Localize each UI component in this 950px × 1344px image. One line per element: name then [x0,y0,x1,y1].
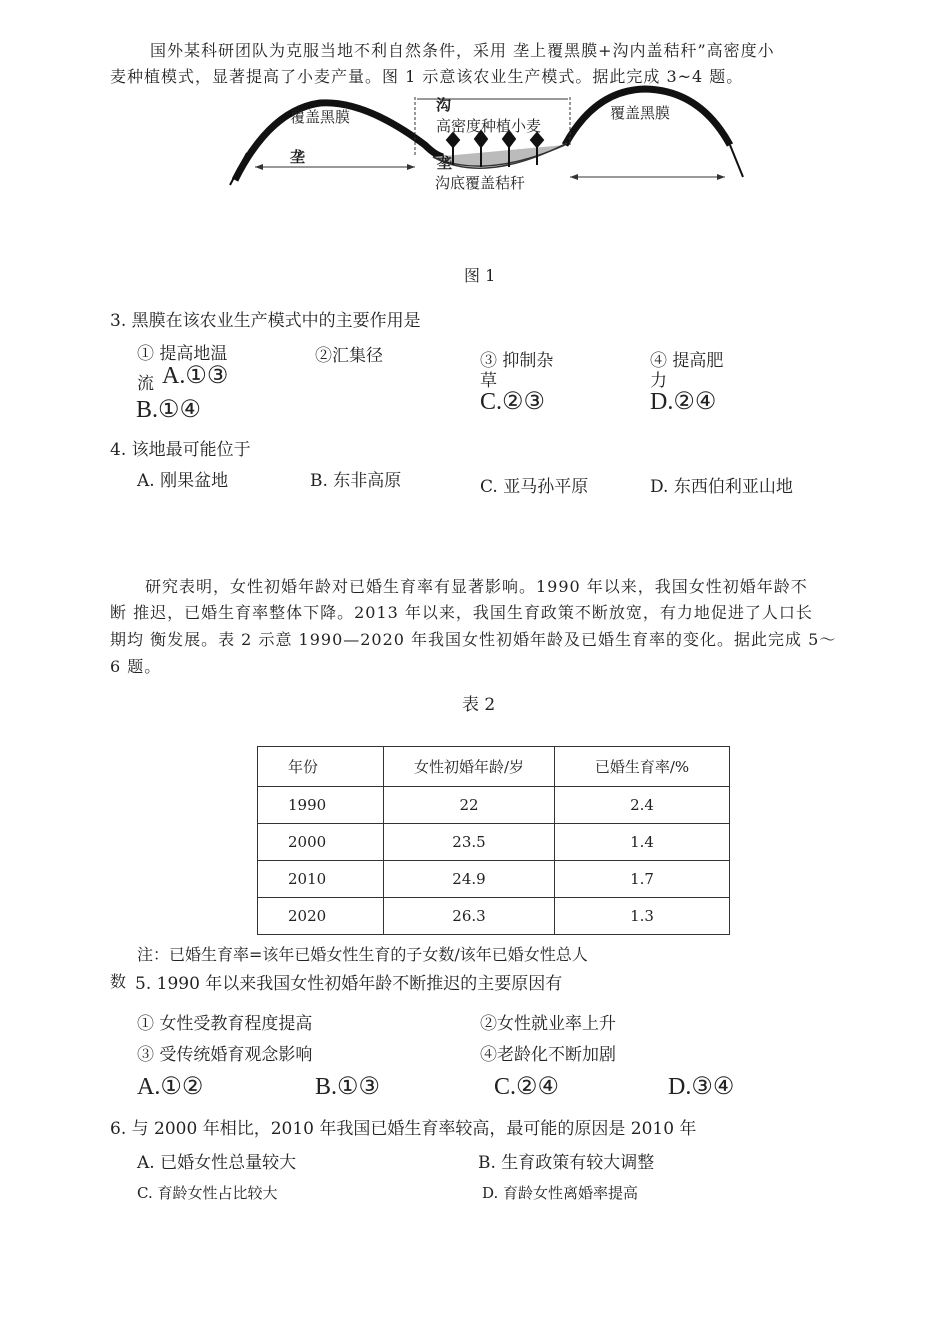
q6-option-a[interactable]: A. 已婚女性总量较大 [137,1153,297,1173]
table-cell: 1.3 [555,898,730,935]
q6-stem: 6. 与 2000 年相比，2010 年我国已婚生育率较高，最可能的原因是 2010 年 [110,1119,697,1139]
table2-note: 注：已婚生育率=该年已婚女性生育的子女数/该年已婚女性总人 [137,945,588,964]
q3-item1: ① 提高地温 [137,344,228,364]
q3-option-b[interactable]: B.①④ [136,397,202,423]
table-cell: 1.7 [555,861,730,898]
table-header-year: 年份 [258,747,384,787]
table-cell: 22 [384,787,555,824]
intro1-line1: 国外某科研团队为克服当地不利自然条件，采用 垄上覆黑膜+沟内盖秸秆”高密度小 [150,41,775,60]
intro2-line1: 研究表明，女性初婚年龄对已婚生育率有显著影响。1990 年以来，我国女性初婚年龄不 [145,577,808,596]
q4-option-a[interactable]: A. 刚果盆地 [137,471,229,491]
table-cell: 23.5 [384,824,555,861]
table-cell: 24.9 [384,861,555,898]
q6-option-c[interactable]: C. 育龄女性占比较大 [137,1184,278,1202]
q5-option-b[interactable]: B.①③ [315,1074,381,1100]
table-row [258,898,730,935]
intro2-line3: 期均 衡发展。表 2 示意 1990—2020 年我国女性初婚年龄及已婚生育率的变化。据此完成 5～ [110,630,837,649]
q3-item3-cont: 草 [480,371,497,391]
table-cell: 26.3 [384,898,555,935]
intro2-line2: 断 推迟，已婚生育率整体下降。2013 年以来，我国生育政策不断放宽，有力地促进了人口长 [110,603,813,622]
intro1-line2: 麦种植模式，显著提高了小麦产量。图 1 示意该农业生产模式。据此完成 3~4 题。 [110,67,744,86]
q6-option-b[interactable]: B. 生育政策有较大调整 [478,1153,655,1173]
figure1-ridge2-label: 垄 [437,154,453,172]
table-cell: 1.4 [555,824,730,861]
q3-option-a[interactable]: A.①③ [162,363,229,389]
q5-item3: ③ 受传统婚育观念影响 [137,1045,313,1065]
table-header-age: 女性初婚年龄/岁 [384,747,555,787]
figure1-wheat-label: 高密度种植小麦 [436,117,542,135]
table-cell: 2000 [258,824,384,861]
q5-option-a[interactable]: A.①② [137,1074,204,1100]
q6-option-d[interactable]: D. 育龄女性离婚率提高 [482,1184,639,1202]
intro2-line4: 6 题。 [110,657,162,676]
figure1-caption: 图 1 [464,266,496,285]
q3-stem: 3. 黑膜在该农业生产模式中的主要作用是 [110,311,421,331]
q5-stem: 5. 1990 年以来我国女性初婚年龄不断推迟的主要原因有 [135,974,563,994]
q4-option-d[interactable]: D. 东西伯利亚山地 [650,477,793,497]
q3-item4: ④ 提高肥 [650,351,724,371]
figure1-ridge-label: 垄 [290,148,306,166]
table2-caption: 表 2 [462,695,496,715]
q3-option-c[interactable]: C.②③ [480,389,546,415]
q4-stem: 4. 该地最可能位于 [110,440,251,460]
q5-item2: ②女性就业率上升 [480,1014,616,1034]
table-header-rate: 已婚生育率/% [555,747,730,787]
table-row [258,787,730,824]
q5-option-c[interactable]: C.②④ [494,1074,560,1100]
figure1-film-left-label: 覆盖黑膜 [290,108,351,126]
table-header-row [258,747,730,787]
table-cell: 2.4 [555,787,730,824]
table-cell: 1990 [258,787,384,824]
q3-item4-cont: 力 [650,371,667,391]
q3-item3: ③ 抑制杂 [480,351,554,371]
table-row [258,824,730,861]
q5-item1: ① 女性受教育程度提高 [137,1014,313,1034]
table2 [257,746,730,935]
q3-item1-cont: 流 [137,374,154,394]
table-cell: 2020 [258,898,384,935]
q5-option-d[interactable]: D.③④ [668,1074,735,1100]
table-row [258,861,730,898]
q4-option-c[interactable]: C. 亚马孙平原 [480,477,589,497]
q3-item2: ②汇集径 [315,346,383,366]
table2-note-cont: 数 [110,972,127,991]
q5-item4: ④老龄化不断加剧 [480,1045,616,1065]
q3-option-d[interactable]: D.②④ [650,389,717,415]
figure1-film-right-label: 覆盖黑膜 [610,104,671,122]
q4-option-b[interactable]: B. 东非高原 [310,471,402,491]
table-cell: 2010 [258,861,384,898]
figure1-straw-label: 沟底覆盖秸秆 [435,174,526,192]
figure1-furrow-label: 沟 [436,96,452,114]
